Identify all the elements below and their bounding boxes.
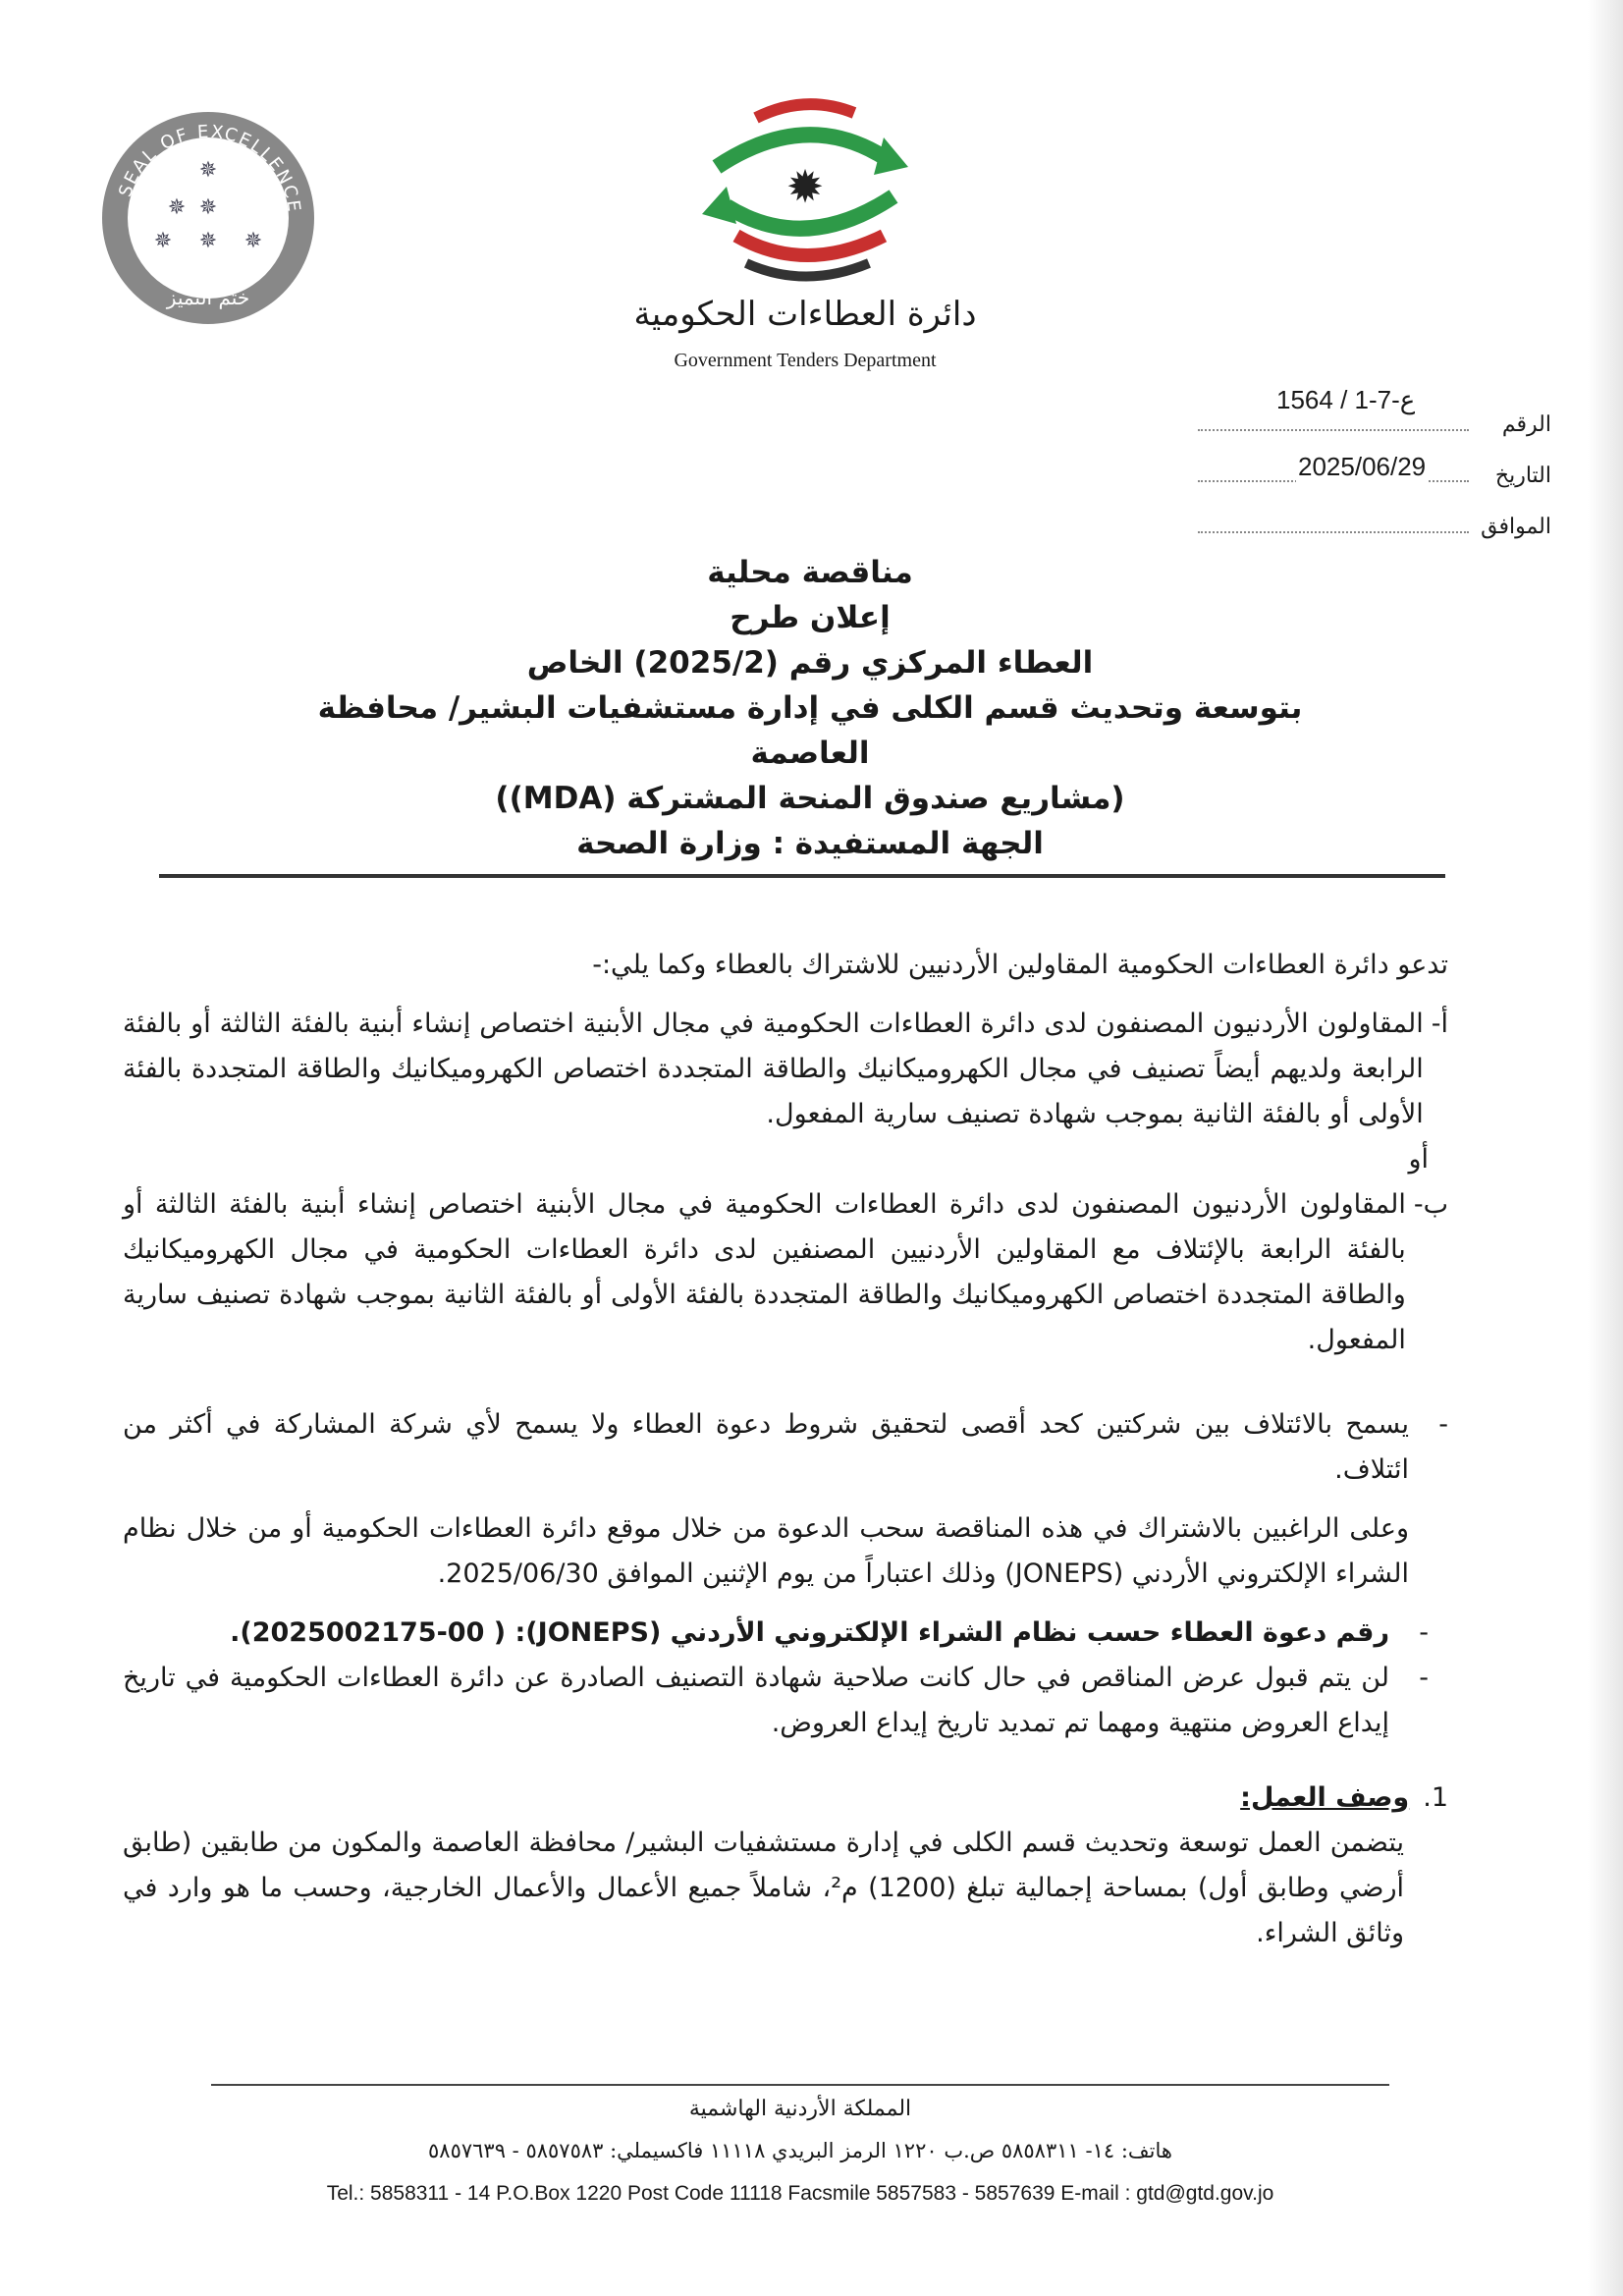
section-1-text: يتضمن العمل توسعة وتحديث قسم الكلى في إدارة مستشفيات البشير/ محافظة العاصمة والمكون من طابقين (طابق أرضي وطابق أول) بمساحة إجمالية تبلغ (1200) م²، شاملاً جميع الأعمال والأعمال الخارجية، وحسب ما هو وارد في وثائق الشراء. xyxy=(123,1828,1404,1948)
joneps-number-text: رقم دعوة العطاء حسب نظام الشراء الإلكتروني الأردني (JONEPS): ( 2025002175-00). xyxy=(230,1617,1389,1648)
title-beneficiary: الجهة المستفيدة : وزارة الصحة xyxy=(576,826,1044,861)
item-a-marker: أ- xyxy=(1431,1009,1448,1039)
dash-marker: - xyxy=(1419,1663,1429,1693)
title-subject: بتوسعة وتحديث قسم الكلى في إدارة مستشفيات البشير/ محافظة العاصمة xyxy=(317,690,1303,771)
date-dotted-line xyxy=(1198,452,1469,482)
section-1-number: 1. xyxy=(1423,1782,1448,1813)
svg-text:✵: ✵ xyxy=(243,229,263,253)
ref-field xyxy=(1198,412,1551,437)
section-1-heading xyxy=(123,1776,1448,1821)
reference-number: ع-7-1 / 1564 xyxy=(1276,385,1416,414)
participation-paragraph: وعلى الراغبين بالاشتراك في هذه المناقصة سحب الدعوة من خلال موقع دائرة العطاءات الحكومية أو من خلال نظام الشراء الإلكتروني الأردني (JONEPS) وذلك اعتباراً من يوم الإثنين الموافق 2025/06/30. xyxy=(123,1513,1409,1589)
title-tender-type: مناقصة محلية xyxy=(707,555,913,590)
eligibility-item-a xyxy=(123,1002,1448,1137)
title-tender-number: العطاء المركزي رقم (2025/2) الخاص xyxy=(526,645,1094,681)
footer-contact-arabic: هاتف: ١٤- ٥٨٥٨٣١١ ص.ب ١٢٢٠ الرمز البريدي ١١١١٨ فاكسيملي: ٥٨٥٧٥٨٣ - ٥٨٥٧٦٣٩ xyxy=(428,2139,1172,2162)
item-b-text: المقاولون الأردنيون المصنفون لدى دائرة العطاءات الحكومية في مجال الأبنية اختصاص إنشاء أبنية بالفئة الثالثة أو بالفئة الرابعة بالإئتلاف مع المقاولين الأردنيين المصنفين لدى دائرة العطاءات الحكومية في مجال الكهروميكانيك والطاقة المتجددة اختصاص الكهروميكانيك والطاقة المتجددة بالفئة الأولى أو بالفئة الثانية بموجب شهادة تصنيف سارية المفعول. xyxy=(123,1189,1406,1355)
joneps-bullet xyxy=(123,1611,1448,1656)
item-a-text: المقاولون الأردنيون المصنفون لدى دائرة العطاءات الحكومية في مجال الأبنية اختصاص إنشاء أبنية بالفئة الثالثة أو بالفئة الرابعة ولديهم أيضاً تصنيف في مجال الكهروميكانيك والطاقة المتجددة اختصاص الكهروميكانيك والطاقة المتجددة بالفئة الأولى أو بالفئة الثانية بموجب شهادة تصنيف سارية المفعول. xyxy=(123,1009,1424,1129)
ref-label: الرقم xyxy=(1501,412,1551,437)
gtd-logo xyxy=(687,88,923,295)
svg-text:✵: ✵ xyxy=(198,229,218,253)
scan-edge xyxy=(1588,0,1623,2296)
svg-text:✵: ✵ xyxy=(153,229,173,253)
footer-divider xyxy=(211,2084,1389,2086)
svg-text:✹: ✹ xyxy=(785,160,825,213)
eligibility-item-b xyxy=(123,1182,1448,1363)
seal-of-excellence-logo xyxy=(98,108,318,328)
validity-text: لن يتم قبول عرض المناقص في حال كانت صلاحية شهادة التصنيف الصادرة عن دائرة العطاءات الحكومية في تاريخ إيداع العروض منتهية ومهما تم تمديد تاريخ إيداع العروض. xyxy=(123,1663,1389,1738)
title-fund: (مشاريع صندوق المنحة المشتركة (MDA)) xyxy=(495,781,1125,816)
dash-marker: - xyxy=(1419,1617,1429,1648)
department-name-english: Government Tenders Department xyxy=(674,350,937,371)
svg-text:ختم التميز: ختم التميز xyxy=(166,286,250,309)
footer-country: المملكة الأردنية الهاشمية xyxy=(688,2097,912,2121)
corresponding-dotted-line xyxy=(1198,530,1469,533)
footer-contact-english: Tel.: 5858311 - 14 P.O.Box 1220 Post Code 11118 Facsmile 5857583 - 5857639 E-mail : gtd@gtd.gov.jo xyxy=(326,2182,1274,2205)
announcement-body xyxy=(123,943,1448,1970)
svg-text:✵: ✵ xyxy=(167,195,187,220)
ref-dotted-line xyxy=(1198,428,1469,431)
dash-marker: - xyxy=(1438,1409,1448,1440)
validity-bullet xyxy=(123,1656,1448,1746)
date-field xyxy=(1198,452,1551,488)
coalition-bullet xyxy=(123,1402,1448,1493)
title-block xyxy=(295,550,1325,866)
or-text: أو xyxy=(1408,1144,1429,1175)
title-announcement: إعلان طرح xyxy=(730,600,891,635)
intro-paragraph: تدعو دائرة العطاءات الحكومية المقاولين الأردنيين للاشتراك بالعطاء وكما يلي:- xyxy=(592,950,1448,980)
item-b-marker: ب- xyxy=(1413,1189,1448,1220)
coalition-text: يسمح بالائتلاف بين شركتين كحد أقصى لتحقيق شروط دعوة العطاء ولا يسمح لأي شركة المشاركة في أكثر من ائتلاف. xyxy=(123,1409,1409,1485)
svg-text:✵: ✵ xyxy=(198,195,218,220)
date-value: 2025/06/29 xyxy=(1298,452,1427,481)
corresponding-field xyxy=(1198,515,1551,539)
svg-text:✵: ✵ xyxy=(198,158,218,183)
department-name-arabic: دائرة العطاءات الحكومية xyxy=(633,295,977,334)
corresponding-label: الموافق xyxy=(1481,515,1551,539)
header-divider xyxy=(159,874,1445,878)
section-1-title: وصف العمل: xyxy=(1240,1782,1410,1813)
date-label: التاريخ xyxy=(1494,464,1551,488)
svg-text:SEAL OF EXCELLENCE: SEAL OF EXCELLENCE xyxy=(115,121,305,215)
